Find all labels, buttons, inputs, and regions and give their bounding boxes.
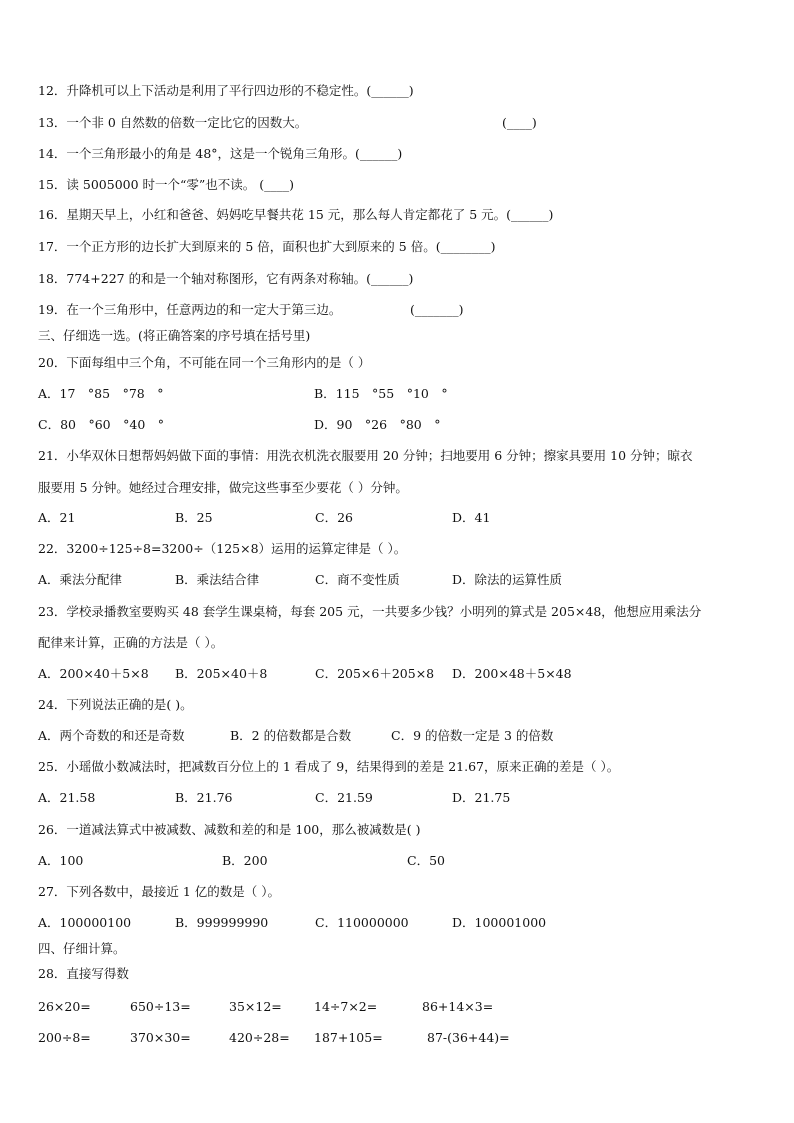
option-d: D．21.75 <box>452 790 511 805</box>
question-14: 14．一个三角形最小的角是 48°，这是一个锐角三角形。(______) <box>38 146 403 161</box>
calc-item: 370×30= <box>130 1030 191 1045</box>
question-19: 19．在一个三角形中，任意两边的和一定大于第三边。 <box>38 302 342 317</box>
option-c: C．9 的倍数一定是 3 的倍数 <box>391 728 554 743</box>
question-26: 26．一道减法算式中被减数、减数和差的和是 100，那么被减数是( ) <box>38 822 421 837</box>
question-27: 27．下列各数中，最接近 1 亿的数是（ ）。 <box>38 884 281 899</box>
question-28: 28．直接写得数 <box>38 966 129 981</box>
calc-item: 187+105= <box>314 1030 383 1045</box>
calc-item: 420÷28= <box>229 1030 290 1045</box>
option-c: C．50 <box>407 853 445 868</box>
option-a: A．21 <box>38 510 76 525</box>
option-d: D．90 °26 °80 ° <box>314 417 441 432</box>
question-22: 22．3200÷125÷8=3200÷（125×8）运用的运算定律是（ ）。 <box>38 541 407 556</box>
question-12: 12．升降机可以上下活动是利用了平行四边形的不稳定性。(______) <box>38 83 414 98</box>
option-c: C．110000000 <box>315 915 409 930</box>
option-c: C．205×6＋205×8 <box>315 666 435 681</box>
calc-item: 35×12= <box>229 999 282 1014</box>
question-13: 13．一个非 0 自然数的倍数一定比它的因数大。 <box>38 115 308 130</box>
option-c: C．80 °60 °40 ° <box>38 417 165 432</box>
option-a: A．21.58 <box>38 790 96 805</box>
option-b: B．200 <box>222 853 268 868</box>
question-21-line2: 服要用 5 分钟。她经过合理安排，做完这些事至少要花（ ）分钟。 <box>38 480 408 495</box>
option-d: D．除法的运算性质 <box>452 572 563 587</box>
calc-item: 200÷8= <box>38 1030 91 1045</box>
option-a: A．200×40＋5×8 <box>38 666 149 681</box>
calc-item: 86+14×3= <box>422 999 494 1014</box>
option-a: A．100 <box>38 853 84 868</box>
section-4-heading: 四、仔细计算。 <box>38 941 126 956</box>
option-d: D．200×48＋5×48 <box>452 666 572 681</box>
calc-item: 26×20= <box>38 999 91 1014</box>
answer-blank-13: (____) <box>502 115 537 130</box>
question-20: 20．下面每组中三个角，不可能在同一个三角形内的是（ ） <box>38 355 371 370</box>
option-b: B．25 <box>175 510 213 525</box>
answer-blank-19: (_______) <box>410 302 464 317</box>
question-21-line1: 21．小华双休日想帮妈妈做下面的事情：用洗衣机洗衣服要用 20 分钟；扫地要用 6 分钟；擦家具要用 10 分钟；晾衣 <box>38 448 693 463</box>
option-b: B．205×40＋8 <box>175 666 268 681</box>
option-b: B．2 的倍数都是合数 <box>230 728 352 743</box>
question-17: 17．一个正方形的边长扩大到原来的 5 倍，面积也扩大到原来的 5 倍。(________) <box>38 239 496 254</box>
question-16: 16．星期天早上，小红和爸爸、妈妈吃早餐共花 15 元，那么每人肯定都花了 5 元。(______) <box>38 207 554 222</box>
option-b: B．999999990 <box>175 915 269 930</box>
calc-item: 14÷7×2= <box>314 999 378 1014</box>
question-23-line1: 23．学校录播教室要购买 48 套学生课桌椅，每套 205 元，一共要多少钱？小明列的算式是 205×48，他想应用乘法分 <box>38 604 702 619</box>
question-23-line2: 配律来计算，正确的方法是（ ）。 <box>38 635 224 650</box>
option-a: A．两个奇数的和还是奇数 <box>38 728 185 743</box>
question-15: 15．读 5005000 时一个“零”也不读。 (____) <box>38 177 295 192</box>
calc-item: 87-(36+44)= <box>427 1030 510 1045</box>
option-b: B．115 °55 °10 ° <box>314 386 448 401</box>
question-25: 25．小瑶做小数减法时，把减数百分位上的 1 看成了 9，结果得到的差是 21.67，原来正确的差是（ ）。 <box>38 759 620 774</box>
option-a: A．100000100 <box>38 915 132 930</box>
option-b: B．21.76 <box>175 790 233 805</box>
option-d: D．41 <box>452 510 491 525</box>
option-d: D．100001000 <box>452 915 547 930</box>
question-18: 18．774+227 的和是一个轴对称图形，它有两条对称轴。(______) <box>38 271 414 286</box>
option-c: C．26 <box>315 510 353 525</box>
option-a: A．乘法分配律 <box>38 572 123 587</box>
option-b: B．乘法结合律 <box>175 572 260 587</box>
question-24: 24．下列说法正确的是( )。 <box>38 697 193 712</box>
option-c: C．商不变性质 <box>315 572 400 587</box>
option-a: A．17 °85 °78 ° <box>38 386 164 401</box>
section-3-heading: 三、仔细选一选。(将正确答案的序号填在括号里) <box>38 328 311 343</box>
calc-item: 650÷13= <box>130 999 191 1014</box>
option-c: C．21.59 <box>315 790 373 805</box>
